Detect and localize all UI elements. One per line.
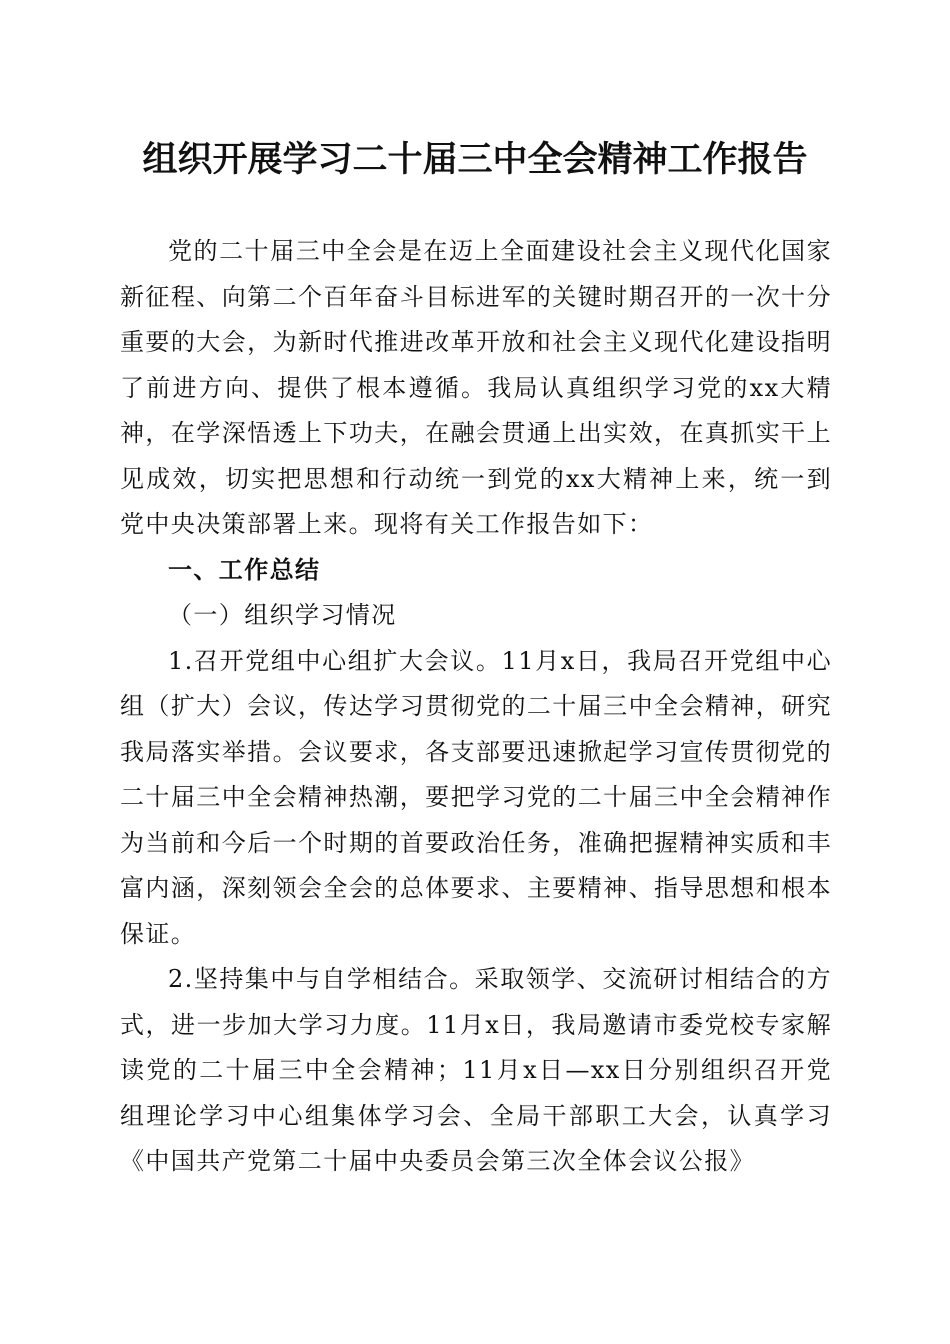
document-body: [120, 229, 832, 1185]
document-title: 组织开展学习二十届三中全会精神工作报告: [142, 140, 808, 180]
item-paragraph-2: 2.坚持集中与自学相结合。采取领学、交流研讨相结合的方式，进一步加大学习力度。11月x日，我局邀请市委党校专家解读党的二十届三中全会精神；11月x日—xx日分别组织召开党组理论学习中心组集体学习会、全局干部职工大会，认真学习《中国共产党第二十届中央委员会第三次全体会议公报》: [120, 965, 832, 1175]
item-paragraph-1: 1.召开党组中心组扩大会议。11月x日，我局召开党组中心组（扩大）会议，传达学习贯彻党的二十届三中全会精神，研究我局落实举措。会议要求，各支部要迅速掀起学习宣传贯彻党的二十届三中全会精神热潮，要把学习党的二十届三中全会精神作为当前和今后一个时期的首要政治任务，准确把握精神实质和丰富内涵，深刻领会全会的总体要求、主要精神、指导思想和根本保证。: [120, 646, 832, 948]
intro-paragraph: 党的二十届三中全会是在迈上全面建设社会主义现代化国家新征程、向第二个百年奋斗目标进军的关键时期召开的一次十分重要的大会，为新时代推进改革开放和社会主义现代化建设指明了前进方向、提供了根本遵循。我局认真组织学习党的xx大精神，在学深悟透上下功夫，在融会贯通上出实效，在真抓实干上见成效，切实把思想和行动统一到党的xx大精神上来，统一到党中央决策部署上来。现将有关工作报告如下：: [120, 237, 832, 538]
section-heading-work-summary: 一、工作总结: [168, 555, 321, 584]
subsection-heading-study-organization: （一）组织学习情况: [168, 601, 397, 629]
